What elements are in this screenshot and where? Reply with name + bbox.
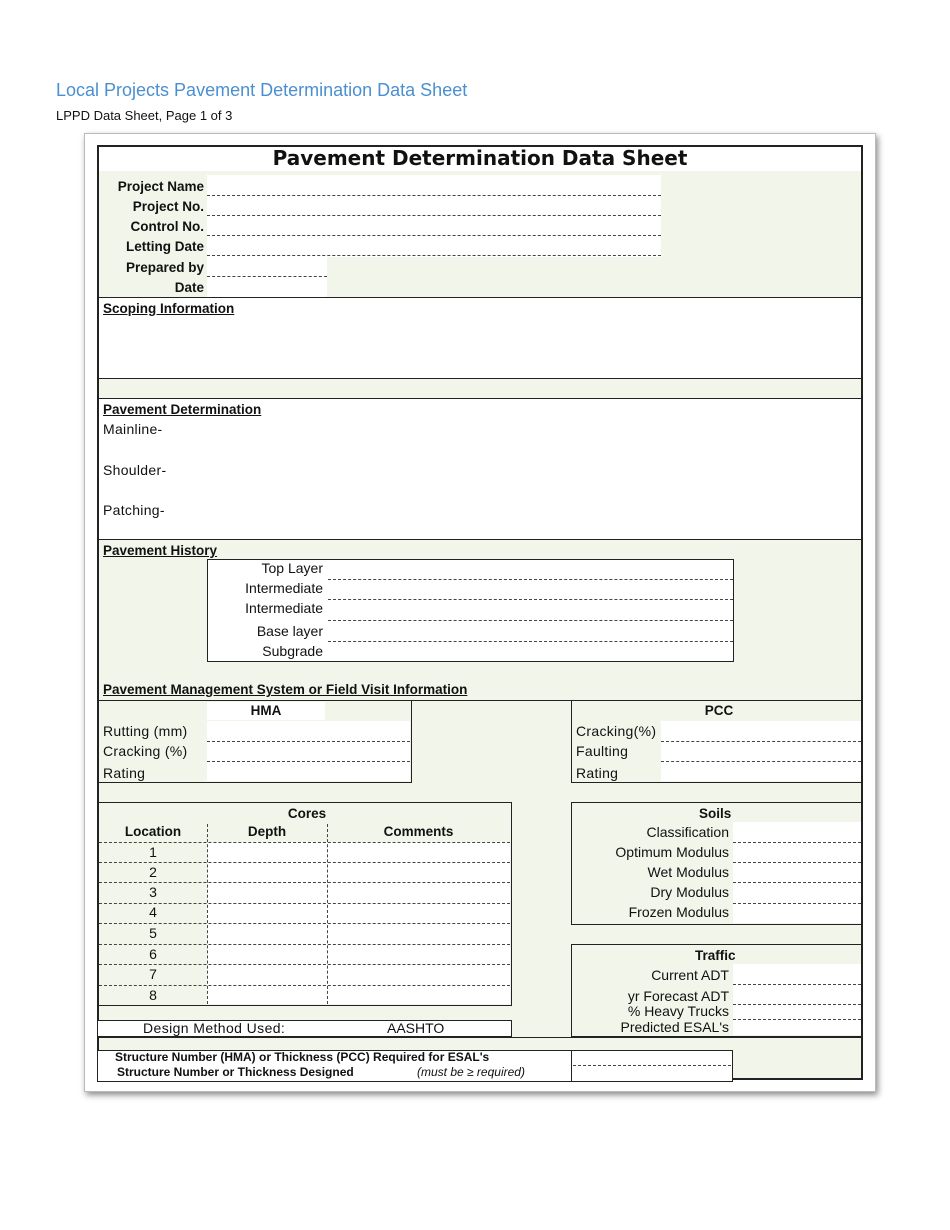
current-adt-field[interactable]	[733, 984, 861, 985]
core-location-7: 7	[149, 966, 157, 982]
project-no-label: Project No.	[132, 199, 204, 214]
optimum-modulus-label: Optimum Modulus	[615, 844, 729, 860]
divider	[99, 378, 861, 379]
project-name-label: Project Name	[117, 179, 204, 194]
column-divider	[207, 824, 208, 1004]
core-row-line	[99, 842, 510, 843]
heavy-trucks-label: % Heavy Trucks	[627, 1003, 729, 1019]
structure-required-field[interactable]	[573, 1065, 731, 1066]
depth-header: Depth	[247, 824, 287, 839]
top-layer-field[interactable]	[328, 579, 733, 580]
core-location-3: 3	[149, 884, 157, 900]
column-divider	[327, 824, 328, 1004]
faulting-label: Faulting	[576, 743, 629, 759]
prepared-by-label: Prepared by	[125, 260, 204, 275]
date-label: Date	[174, 280, 204, 295]
data-sheet	[97, 145, 863, 1080]
control-no-field[interactable]	[207, 235, 661, 236]
base-layer-field[interactable]	[328, 641, 733, 642]
hma-title: HMA	[250, 703, 282, 718]
core-location-6: 6	[149, 946, 157, 962]
core-location-1: 1	[149, 844, 157, 860]
core-location-4: 4	[149, 904, 157, 920]
intermediate-field[interactable]	[328, 599, 733, 600]
project-no-field[interactable]	[207, 215, 661, 216]
prepared-by-area	[207, 257, 327, 297]
design-method-value[interactable]: AASHTO	[387, 1020, 445, 1036]
intermediate-field[interactable]	[328, 620, 733, 621]
divider	[99, 539, 861, 540]
page-title: Local Projects Pavement Determination Data Sheet	[56, 80, 468, 100]
core-row-line	[99, 882, 510, 883]
divider	[99, 1037, 861, 1038]
pcc-fields-bg	[661, 721, 861, 781]
pcc-cracking-label: Cracking(%)	[576, 723, 657, 739]
cracking-label: Cracking (%)	[103, 743, 188, 759]
traffic-title: Traffic	[695, 948, 736, 963]
soils-fields-bg	[733, 822, 861, 923]
page-subtitle: LPPD Data Sheet, Page 1 of 3	[56, 108, 233, 123]
dry-modulus-label: Dry Modulus	[650, 884, 729, 900]
top-layer-label: Top Layer	[261, 560, 323, 576]
optimum-modulus-field[interactable]	[733, 862, 861, 863]
mainline-label: Mainline-	[103, 421, 163, 437]
core-location-8: 8	[149, 987, 157, 1003]
rating-label: Rating	[103, 765, 146, 781]
soils-title: Soils	[699, 806, 732, 821]
pcc-cracking-field[interactable]	[661, 741, 861, 742]
pavement-history-heading: Pavement History	[103, 543, 218, 558]
hma-fields-bg	[207, 721, 410, 781]
pcc-rating-label: Rating	[576, 765, 619, 781]
wet-modulus-field[interactable]	[733, 882, 861, 883]
current-adt-label: Current ADT	[651, 967, 729, 983]
scoping-heading: Scoping Information	[103, 301, 235, 316]
patching-label: Patching-	[103, 502, 165, 518]
sheet-title: Pavement Determination Data Sheet	[99, 147, 861, 171]
classification-field[interactable]	[733, 842, 861, 843]
intermediate-label: Intermediate	[245, 600, 323, 616]
core-row-line	[99, 964, 510, 965]
structure-required-label: Structure Number (HMA) or Thickness (PCC) Required for ESAL's	[115, 1050, 490, 1064]
prepared-by-field[interactable]	[207, 276, 327, 277]
core-row-line	[99, 985, 510, 986]
dry-modulus-field[interactable]	[733, 903, 861, 904]
core-location-5: 5	[149, 925, 157, 941]
pavement-determination-area[interactable]	[99, 399, 861, 539]
core-row-line	[99, 923, 510, 924]
classification-label: Classification	[646, 824, 729, 840]
pms-heading: Pavement Management System or Field Visit Information	[103, 682, 468, 697]
traffic-fields-bg	[733, 964, 861, 1035]
project-fields-area	[207, 175, 661, 257]
forecast-adt-label: yr Forecast ADT	[627, 988, 729, 1004]
wet-modulus-label: Wet Modulus	[647, 864, 729, 880]
rutting-label: Rutting (mm)	[103, 723, 188, 739]
shoulder-label: Shoulder-	[103, 462, 167, 478]
frozen-modulus-label: Frozen Modulus	[628, 904, 729, 920]
cores-title: Cores	[287, 806, 327, 821]
core-location-2: 2	[149, 864, 157, 880]
comments-header: Comments	[383, 824, 454, 839]
column-divider	[571, 1050, 572, 1082]
letting-date-field[interactable]	[207, 255, 661, 256]
predicted-esals-label: Predicted ESAL's	[620, 1019, 729, 1035]
structure-designed-note: (must be ≥ required)	[417, 1065, 525, 1079]
letting-date-label: Letting Date	[125, 239, 204, 254]
subgrade-label: Subgrade	[262, 643, 323, 659]
intermediate-label: Intermediate	[245, 580, 323, 596]
base-layer-label: Base layer	[256, 623, 323, 639]
pavement-determination-heading: Pavement Determination	[103, 402, 262, 417]
heavy-trucks-field[interactable]	[733, 1019, 861, 1020]
forecast-adt-field[interactable]	[733, 1004, 861, 1005]
location-header: Location	[124, 824, 182, 839]
core-row-line	[99, 944, 510, 945]
design-method-label: Design Method Used:	[143, 1020, 286, 1036]
cracking-field[interactable]	[207, 761, 410, 762]
pcc-title: PCC	[704, 703, 734, 718]
core-row-line	[99, 903, 510, 904]
faulting-field[interactable]	[661, 761, 861, 762]
structure-designed-label: Structure Number or Thickness Designed	[117, 1065, 354, 1079]
project-name-field[interactable]	[207, 195, 661, 196]
core-row-line	[99, 862, 510, 863]
rutting-field[interactable]	[207, 741, 410, 742]
control-no-label: Control No.	[130, 219, 204, 234]
